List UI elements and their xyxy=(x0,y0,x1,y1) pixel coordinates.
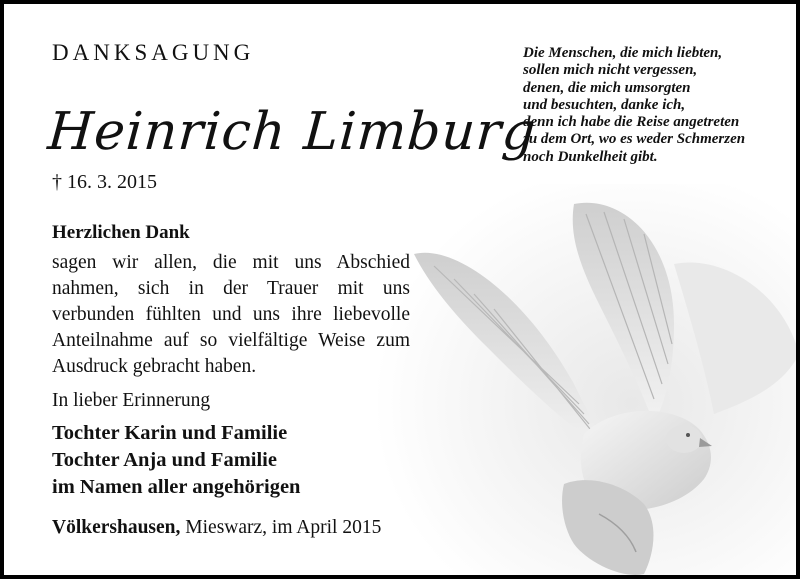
family-list xyxy=(52,420,300,501)
poem-line: und besuchten, danke ich, xyxy=(523,96,686,113)
memory-intro: In lieber Erinnerung xyxy=(52,390,211,411)
deceased-name: Heinrich Limburg xyxy=(45,102,539,162)
death-date: † 16. 3. 2015 xyxy=(52,171,157,193)
poem-line: sollen mich nicht vergessen, xyxy=(523,62,698,79)
family-line: Tochter Anja und Familie xyxy=(52,449,277,471)
poem-line: noch Dunkelheit gibt. xyxy=(523,148,658,165)
poem-line: denn ich habe die Reise angetreten xyxy=(523,114,740,131)
thanks-heading: Herzlichen Dank xyxy=(52,222,190,243)
place-rest: Mieswarz, im April 2015 xyxy=(180,517,382,538)
poem-line: zu dem Ort, wo es weder Schmerzen xyxy=(523,131,746,148)
thanks-body: sagen wir allen, die mit uns Abschied nahmen, sich in der Trauer mit uns verbunden fühlten und uns ihre liebevolle Anteilnahme auf so vielfältige Weise zum Ausdruck gebracht haben. xyxy=(52,252,410,377)
dove-icon xyxy=(374,184,800,579)
family-line: Tochter Karin und Familie xyxy=(52,422,288,444)
poem-line: Die Menschen, die mich liebten, xyxy=(523,45,723,61)
place-date-line xyxy=(52,517,381,539)
poem-line: denen, die mich umsorgten xyxy=(523,79,691,96)
header-title: DANKSAGUNG xyxy=(52,40,255,65)
poem xyxy=(523,45,745,166)
place-town: Völkershausen, xyxy=(52,517,181,538)
family-line: im Namen aller angehörigen xyxy=(52,476,301,498)
